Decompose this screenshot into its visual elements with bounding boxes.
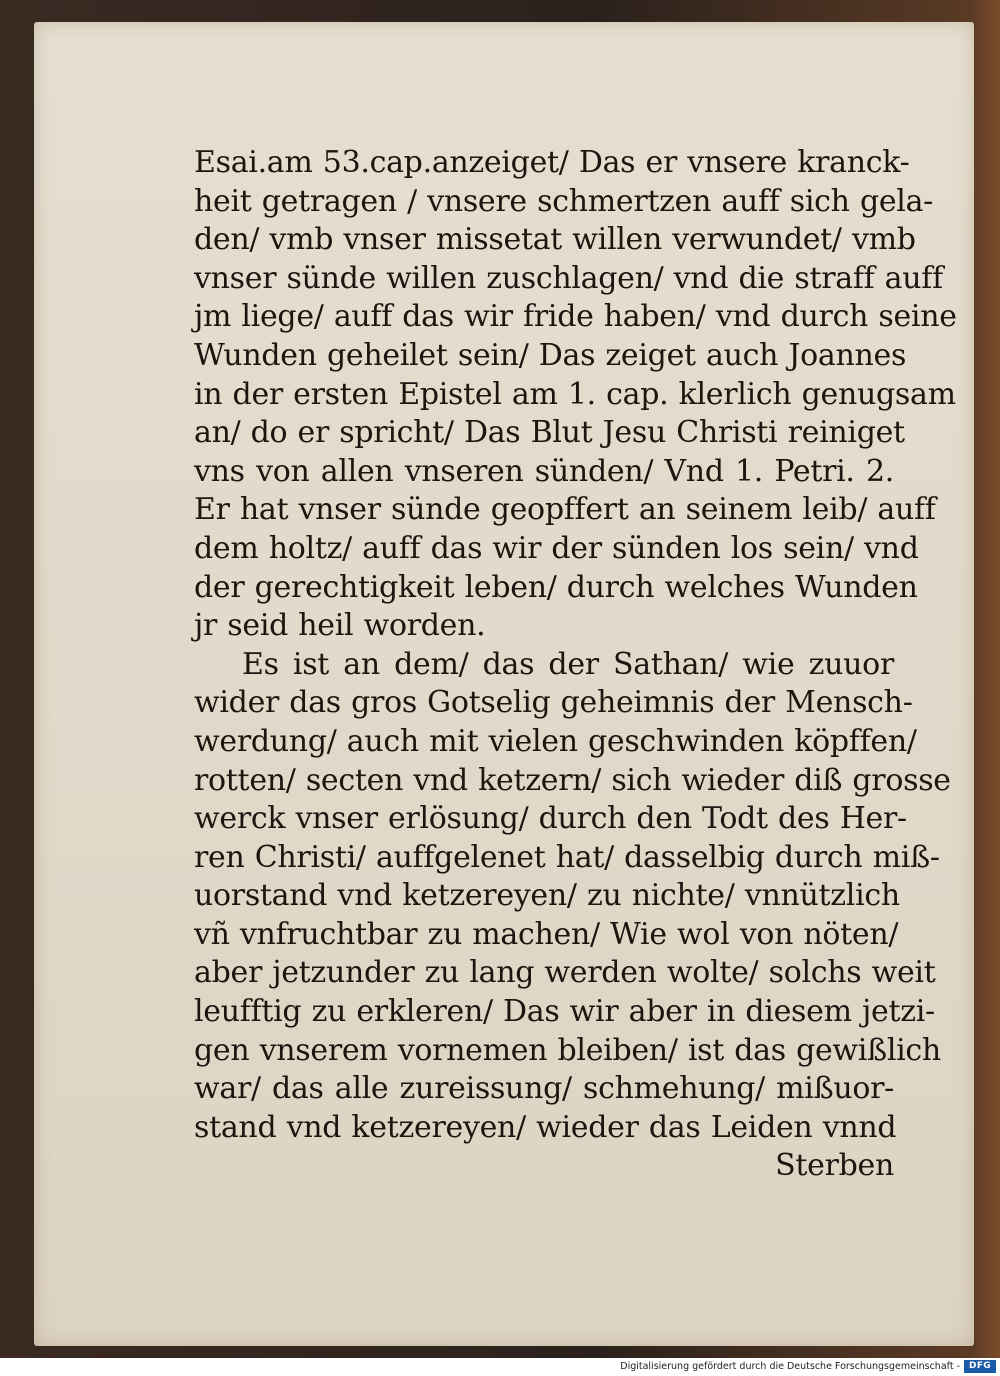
text-line: an/ do er spricht/ Das Blut Jesu Christi reiniget bbox=[194, 415, 905, 451]
text-line: ren Christi/ auffgelenet hat/ dasselbig durch miß- bbox=[194, 839, 940, 875]
text-line: uorstand vnd ketzereyen/ zu nichte/ vnnützlich bbox=[194, 878, 900, 914]
text-line: stand vnd ketzereyen/ wieder das Leiden vnnd bbox=[194, 1109, 897, 1145]
text-line: wider das gros Gotselig geheimnis der Mensch- bbox=[194, 685, 913, 721]
text-line: vns von allen vnseren sünden/ Vnd 1. Petri. 2. bbox=[194, 453, 894, 489]
paragraph-start-line: Es ist an dem/ das der Sathan/ wie zuuor bbox=[242, 646, 894, 682]
text-line: dem holtz/ auff das wir der sünden los sein/ vnd bbox=[194, 530, 919, 566]
text-line: jm liege/ auff das wir fride haben/ vnd durch seine bbox=[194, 299, 957, 335]
book-page bbox=[34, 22, 974, 1346]
dfg-logo: DFG bbox=[964, 1360, 996, 1373]
text-line: Er hat vnser sünde geopffert an seinem leib/ auff bbox=[194, 492, 936, 528]
text-line: Wunden geheilet sein/ Das zeiget auch Joannes bbox=[194, 337, 907, 373]
text-line: rotten/ secten vnd ketzern/ sich wieder diß grosse bbox=[194, 762, 951, 798]
text-line: Esai.am 53.cap.anzeiget/ Das er vnsere kranck- bbox=[194, 145, 910, 180]
text-line: leufftig zu erkleren/ Das wir aber in diesem jetzi- bbox=[194, 994, 935, 1030]
text-line: werdung/ auch mit vielen geschwinden köpffen/ bbox=[194, 723, 917, 759]
page-text bbox=[194, 144, 957, 1186]
funding-credit: Digitalisierung gefördert durch die Deutsche Forschungsgemeinschaft - bbox=[620, 1361, 960, 1372]
footer-bar bbox=[0, 1358, 1000, 1376]
text-line: werck vnser erlösung/ durch den Todt des Her- bbox=[194, 801, 907, 837]
catchword: Sterben bbox=[775, 1148, 894, 1184]
text-line: gen vnserem vornemen bleiben/ ist das gewißlich bbox=[194, 1032, 941, 1068]
text-line: vñ vnfruchtbar zu machen/ Wie wol von nöten/ bbox=[194, 916, 899, 952]
text-line: vnser sünde willen zuschlagen/ vnd die straff auff bbox=[194, 260, 943, 296]
text-line: der gerechtigkeit leben/ durch welches Wunden bbox=[194, 569, 918, 605]
text-line: war/ das alle zureissung/ schmehung/ mißuor- bbox=[194, 1071, 894, 1107]
paragraph-end-line: jr seid heil worden. bbox=[194, 608, 486, 644]
text-line: in der ersten Epistel am 1. cap. klerlich genugsam bbox=[194, 376, 956, 412]
text-line: aber jetzunder zu lang werden wolte/ solchs weit bbox=[194, 955, 936, 991]
text-line: heit getragen / vnsere schmertzen auff sich gela- bbox=[194, 183, 934, 219]
text-line: den/ vmb vnser missetat willen verwundet/ vmb bbox=[194, 222, 916, 258]
